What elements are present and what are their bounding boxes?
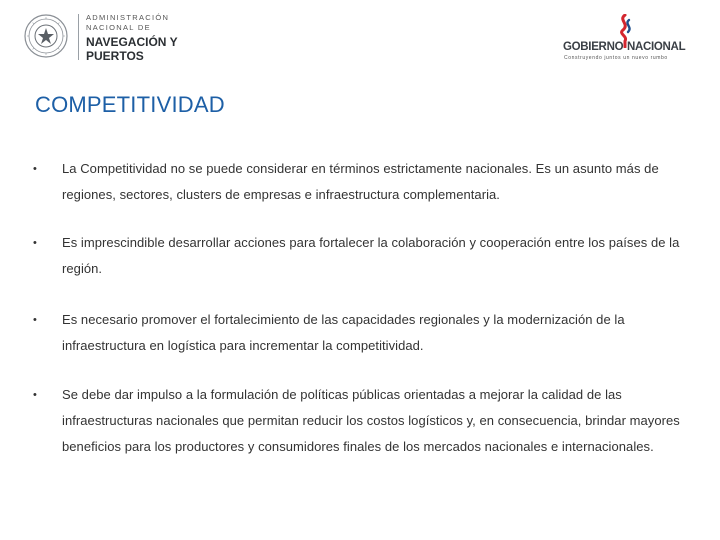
header (0, 0, 720, 80)
logo-divider (78, 14, 79, 60)
bullet-marker: • (33, 314, 37, 326)
bullet-text: Es necesario promover el fortalecimiento de las capacidades regionales y la modernización de la infraestructura en logística para incrementar la competitividad. (62, 312, 625, 353)
slide-title: COMPETITIVIDAD (35, 92, 225, 117)
annp-line-1: ADMINISTRACIÓN (86, 13, 170, 22)
gobierno-tagline: Construyendo juntos un nuevo rumbo (564, 55, 668, 61)
bullet-marker: • (33, 237, 37, 249)
bullet-marker: • (33, 389, 37, 401)
gobierno-word: GOBIERNO (563, 41, 624, 53)
bullet-text: Es imprescindible desarrollar acciones para fortalecer la colaboración y cooperación entre los países de la región. (62, 235, 680, 276)
annp-line-4: PUERTOS (86, 49, 144, 63)
bullet-marker: • (33, 163, 37, 175)
annp-logo (24, 12, 204, 64)
annp-line-2: NACIONAL DE (86, 23, 151, 32)
bullet-text: La Competitividad no se puede considerar en términos estrictamente nacionales. Es un asunto más de regiones, sectores, clusters de empresas e infraestructura complementaria. (62, 161, 659, 202)
nacional-word: NACIONAL (627, 41, 686, 53)
bullet-text: Se debe dar impulso a la formulación de políticas públicas orientadas a mejorar la calidad de las infraestructuras nacionales que permitan reducir los costos logísticos y, en consecuencia, brindar mayores beneficios para los productores y consumidores finales de los mercados nacionales e internacionales. (62, 387, 680, 454)
national-seal-icon (24, 14, 68, 58)
annp-line-3: NAVEGACIÓN Y (86, 35, 178, 49)
gobierno-nacional-logo (560, 14, 694, 66)
